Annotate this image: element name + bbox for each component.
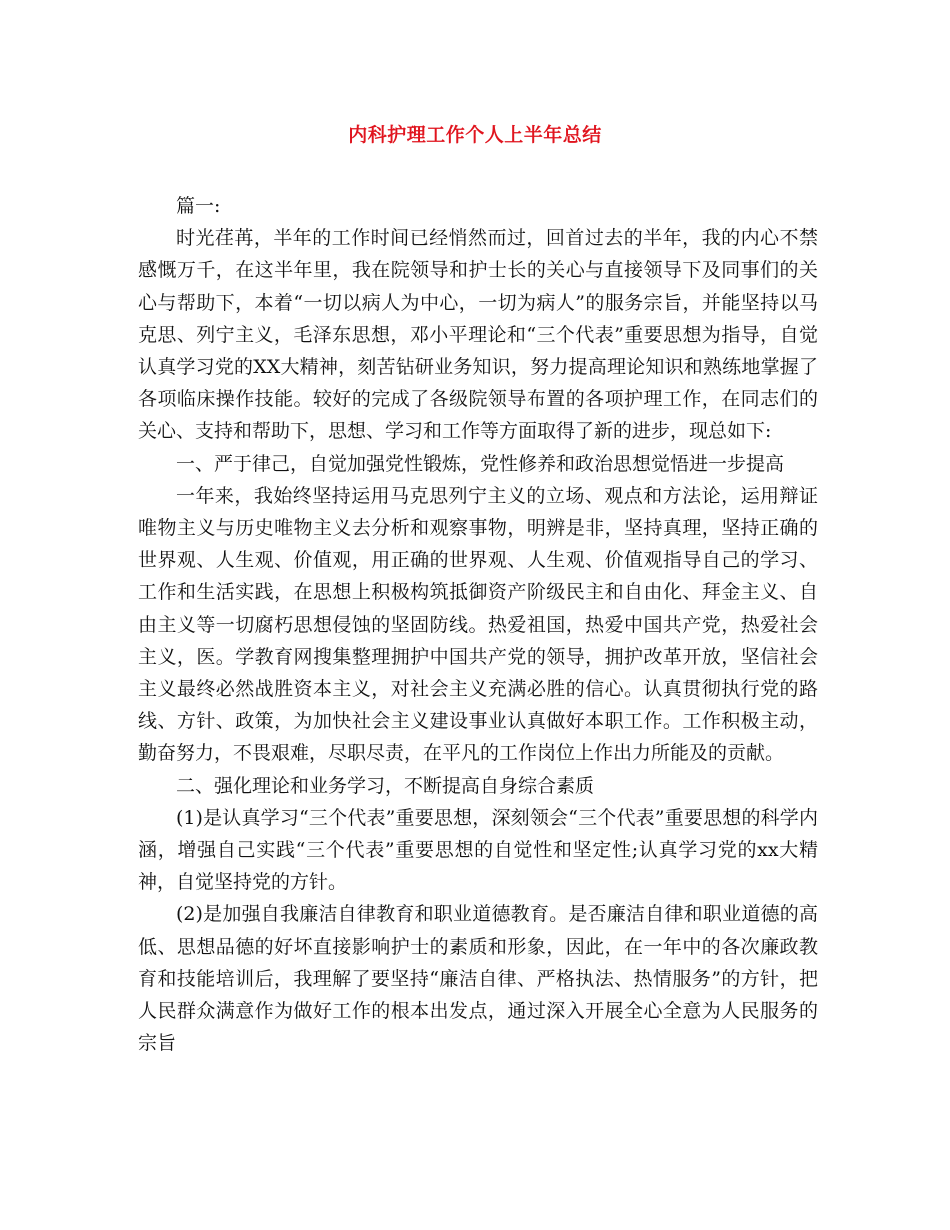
paragraph-section-label: 篇一:: [176, 195, 221, 217]
paragraph-section-1: 一年来，我始终坚持运用马克思列宁主义的立场、观点和方法论，运用辩证唯物主义与历史唯物主义去分析和观察事物，明辨是非，坚持真理，坚持正确的世界观、人生观、价值观，用正确的世界观、人生观、价值观指导自己的学习、工作和生活实践，在思想上积极构筑抵御资产阶级民主和自由化、拜金主义、自由主义等一切腐朽思想侵蚀的坚固防线。热爱祖国，热爱中国共产党，热爱社会主义，医。学教育网搜集整理拥护中国共产党的领导，拥护改革开放，坚信社会主义最终必然战胜资本主义，对社会主义充满必胜的信心。认真贯彻执行党的路线、方针、政策，为加快社会主义建设事业认真做好本职工作。工作积极主动，勤奋努力，不畏艰难，尽职尽责，在平凡的工作岗位上作出力所能及的贡献。: [138, 484, 818, 765]
document-title: 内科护理工作个人上半年总结: [348, 124, 602, 146]
paragraph-item-2: (2)是加强自我廉洁自律教育和职业道德教育。是否廉洁自律和职业道德的高低、思想品德的好坏直接影响护士的素质和形象，因此，在一年中的各次廉政教育和技能培训后，我理解了要坚持“廉洁自律、严格执法、热情服务”的方针，把人民群众满意作为做好工作的根本出发点，通过深入开展全心全意为人民服务的宗旨: [138, 903, 818, 1055]
section-heading-2: 二、强化理论和业务学习，不断提高自身综合素质: [176, 774, 595, 797]
section-heading-1: 一、严于律己，自觉加强党性锻炼，党性修养和政治思想觉悟进一步提高: [176, 452, 785, 475]
paragraph-item-1: (1)是认真学习“三个代表”重要思想，深刻领会“三个代表”重要思想的科学内涵，增强自己实践“三个代表”重要思想的自觉性和坚定性;认真学习党的xx大精神，自觉坚持党的方针。: [138, 806, 818, 894]
document-body: [138, 190, 818, 1059]
paragraph-intro: 时光荏苒，半年的工作时间已经悄然而过，回首过去的半年，我的内心不禁感慨万千，在这半年里，我在院领导和护士长的关心与直接领导下及同事们的关心与帮助下，本着“一切以病人为中心，一切为病人”的服务宗旨，并能坚持以马克思、列宁主义，毛泽东思想，邓小平理论和“三个代表”重要思想为指导，自觉认真学习党的XX大精神，刻苦钻研业务知识，努力提高理论知识和熟练地掌握了各项临床操作技能。较好的完成了各级院领导布置的各项护理工作，在同志们的关心、支持和帮助下，思想、学习和工作等方面取得了新的进步，现总如下:: [138, 227, 818, 443]
